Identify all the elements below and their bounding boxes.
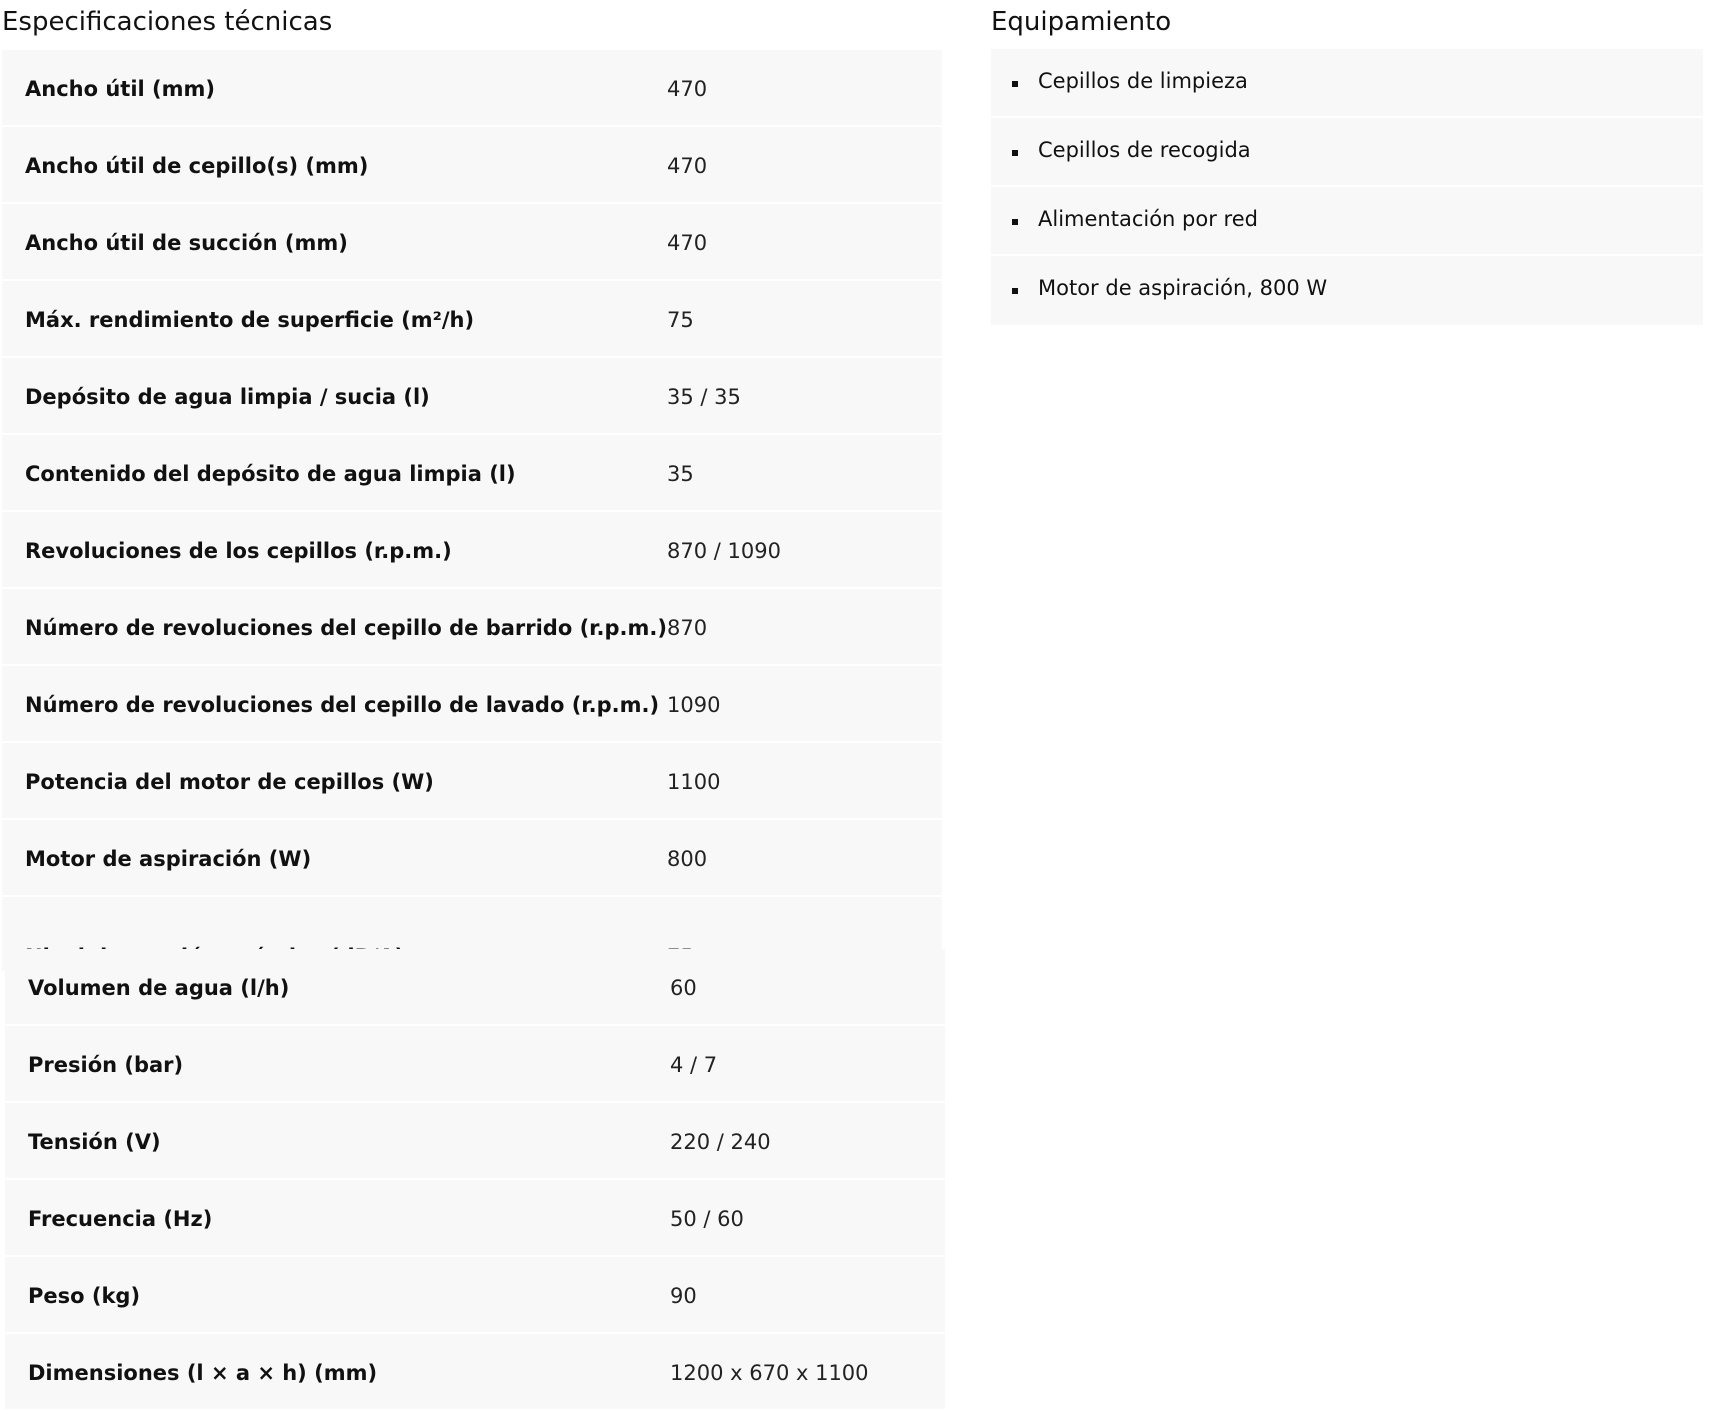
- equipment-item-label: Cepillos de limpieza: [1038, 68, 1248, 93]
- spec-label: Dimensiones (l × a × h) (mm): [28, 1360, 378, 1385]
- spec-row: [5, 1026, 945, 1103]
- spec-row: [5, 1180, 945, 1257]
- spec-label: Revoluciones de los cepillos (r.p.m.): [25, 538, 452, 563]
- spec-value: 1090: [667, 692, 721, 717]
- spec-label: Presión (bar): [28, 1052, 184, 1077]
- specs-table-continued: [5, 949, 945, 1411]
- equipment-item-label: Cepillos de recogida: [1038, 137, 1251, 162]
- equipment-item-label: Alimentación por red: [1038, 206, 1258, 231]
- spec-value: 35 / 35: [667, 384, 741, 409]
- spec-value: 220 / 240: [670, 1129, 771, 1154]
- spec-row: [2, 358, 942, 435]
- spec-row: [5, 1257, 945, 1334]
- spec-row: [2, 589, 942, 666]
- spec-value: 470: [667, 76, 708, 101]
- spec-row: [2, 743, 942, 820]
- spec-label: Máx. rendimiento de superficie (m²/h): [25, 307, 475, 332]
- spec-row: [2, 204, 942, 281]
- spec-value: 870: [667, 615, 708, 640]
- spec-row: [2, 512, 942, 589]
- spec-row: [2, 666, 942, 743]
- equipment-item: [991, 256, 1703, 325]
- spec-label: Potencia del motor de cepillos (W): [25, 769, 434, 794]
- spec-value: 90: [670, 1283, 697, 1308]
- specs-table: [2, 50, 942, 971]
- spec-label: Peso (kg): [28, 1283, 141, 1308]
- spec-row: [2, 281, 942, 358]
- spec-label: Tensión (V): [28, 1129, 161, 1154]
- equipment-item-label: Motor de aspiración, 800 W: [1038, 275, 1328, 300]
- spec-value: 75: [667, 307, 694, 332]
- equipment-title: Equipamiento: [991, 7, 1172, 37]
- spec-label: Ancho útil de succión (mm): [25, 230, 348, 255]
- spec-value: 470: [667, 230, 708, 255]
- spec-value: 35: [667, 461, 694, 486]
- spec-label: Volumen de agua (l/h): [28, 975, 290, 1000]
- equipment-item: [991, 118, 1703, 187]
- specs-title: Especificaciones técnicas: [2, 7, 333, 37]
- spec-row: [5, 1103, 945, 1180]
- spec-row: [5, 949, 945, 1026]
- spec-row: [2, 127, 942, 204]
- spec-label: Ancho útil (mm): [25, 76, 215, 101]
- spec-label: Ancho útil de cepillo(s) (mm): [25, 153, 369, 178]
- spec-label: Motor de aspiración (W): [25, 846, 312, 871]
- spec-value: 470: [667, 153, 708, 178]
- spec-row: [2, 50, 942, 127]
- spec-label: Depósito de agua limpia / sucia (l): [25, 384, 430, 409]
- spec-value: 4 / 7: [670, 1052, 718, 1077]
- spec-row: [2, 820, 942, 897]
- spec-value: 800: [667, 846, 708, 871]
- spec-value: 870 / 1090: [667, 538, 781, 563]
- bullet-icon: [1012, 288, 1018, 294]
- spec-row: [2, 435, 942, 512]
- spec-value: 1100: [667, 769, 721, 794]
- equipment-item: [991, 49, 1703, 118]
- spec-value: 1200 x 670 x 1100: [670, 1360, 869, 1385]
- spec-label: Número de revoluciones del cepillo de lavado (r.p.m.): [25, 692, 660, 717]
- spec-value: 50 / 60: [670, 1206, 744, 1231]
- spec-value: 60: [670, 975, 697, 1000]
- bullet-icon: [1012, 219, 1018, 225]
- spec-row: [5, 1334, 945, 1411]
- spec-label: Contenido del depósito de agua limpia (l): [25, 461, 516, 486]
- bullet-icon: [1012, 150, 1018, 156]
- spec-label: Número de revoluciones del cepillo de barrido (r.p.m.): [25, 615, 667, 640]
- equipment-item: [991, 187, 1703, 256]
- bullet-icon: [1012, 81, 1018, 87]
- equipment-list: [991, 49, 1703, 325]
- spec-label: Frecuencia (Hz): [28, 1206, 213, 1231]
